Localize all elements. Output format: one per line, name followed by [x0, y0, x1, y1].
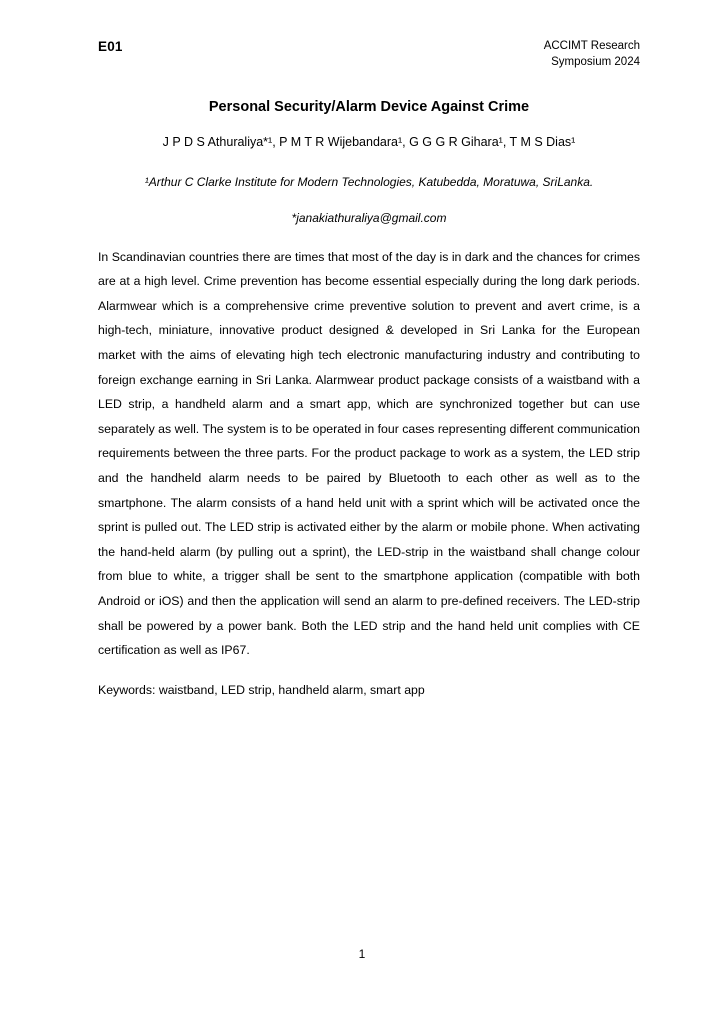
corresponding-email: *janakiathuraliya@gmail.com	[291, 210, 447, 225]
author-list: J P D S Athuraliya*¹, P M T R Wijebandara¹, G G G R Gihara¹, T M S Dias¹	[162, 134, 576, 149]
symposium-line-2: Symposium 2024	[551, 56, 640, 69]
page-title: Personal Security/Alarm Device Against Crime	[208, 98, 530, 115]
keywords-line: Keywords: waistband, LED strip, handheld alarm, smart app	[98, 682, 425, 697]
abstract-text: In Scandinavian countries there are times that most of the day is in dark and the chances for crimes are at a high level. Crime prevention has become essential especially during the long dark periods. Alarmwear which is a comprehensive crime preventive solution to prevent and avert crime, is a high-tech, miniature, innovative product designed & developed in Sri Lanka for the European market with the aims of elevating high tech electronic manufacturing industry and contributing to foreign exchange earning in Sri Lanka. Alarmwear product package consists of a waistband with a LED strip, a handheld alarm and a smart app, which are synchronized together but can use separately as well. The system is to be operated in four cases representing different communication requirements between the three parts. For the product package to work as a system, the LED strip and the handheld alarm needs to be paired by Bluetooth to each other as well as to the smartphone. The alarm consists of a hand held unit with a sprint which will be activated once the sprint is pulled out. The LED strip is activated either by the alarm or mobile phone. When activating the hand-held alarm (by pulling out a sprint), the LED-strip in the waistband shall change colour from blue to white, a trigger shall be sent to the smartphone application (compatible with both Android or iOS) and then the application will send an alarm to pre-defined receivers. The LED-strip shall be powered by a power bank. Both the LED strip and the hand held unit complies with CE certification as well as IP67.	[98, 249, 640, 658]
paper-code: E01	[98, 39, 123, 54]
page-content	[98, 38, 640, 700]
symposium-label	[544, 38, 640, 71]
page-number: 1	[358, 947, 366, 961]
affiliation: ¹Arthur C Clarke Institute for Modern Technologies, Katubedda, Moratuwa, SriLanka.	[144, 174, 594, 189]
page-header	[98, 38, 640, 71]
symposium-line-1: ACCIMT Research	[543, 40, 640, 52]
